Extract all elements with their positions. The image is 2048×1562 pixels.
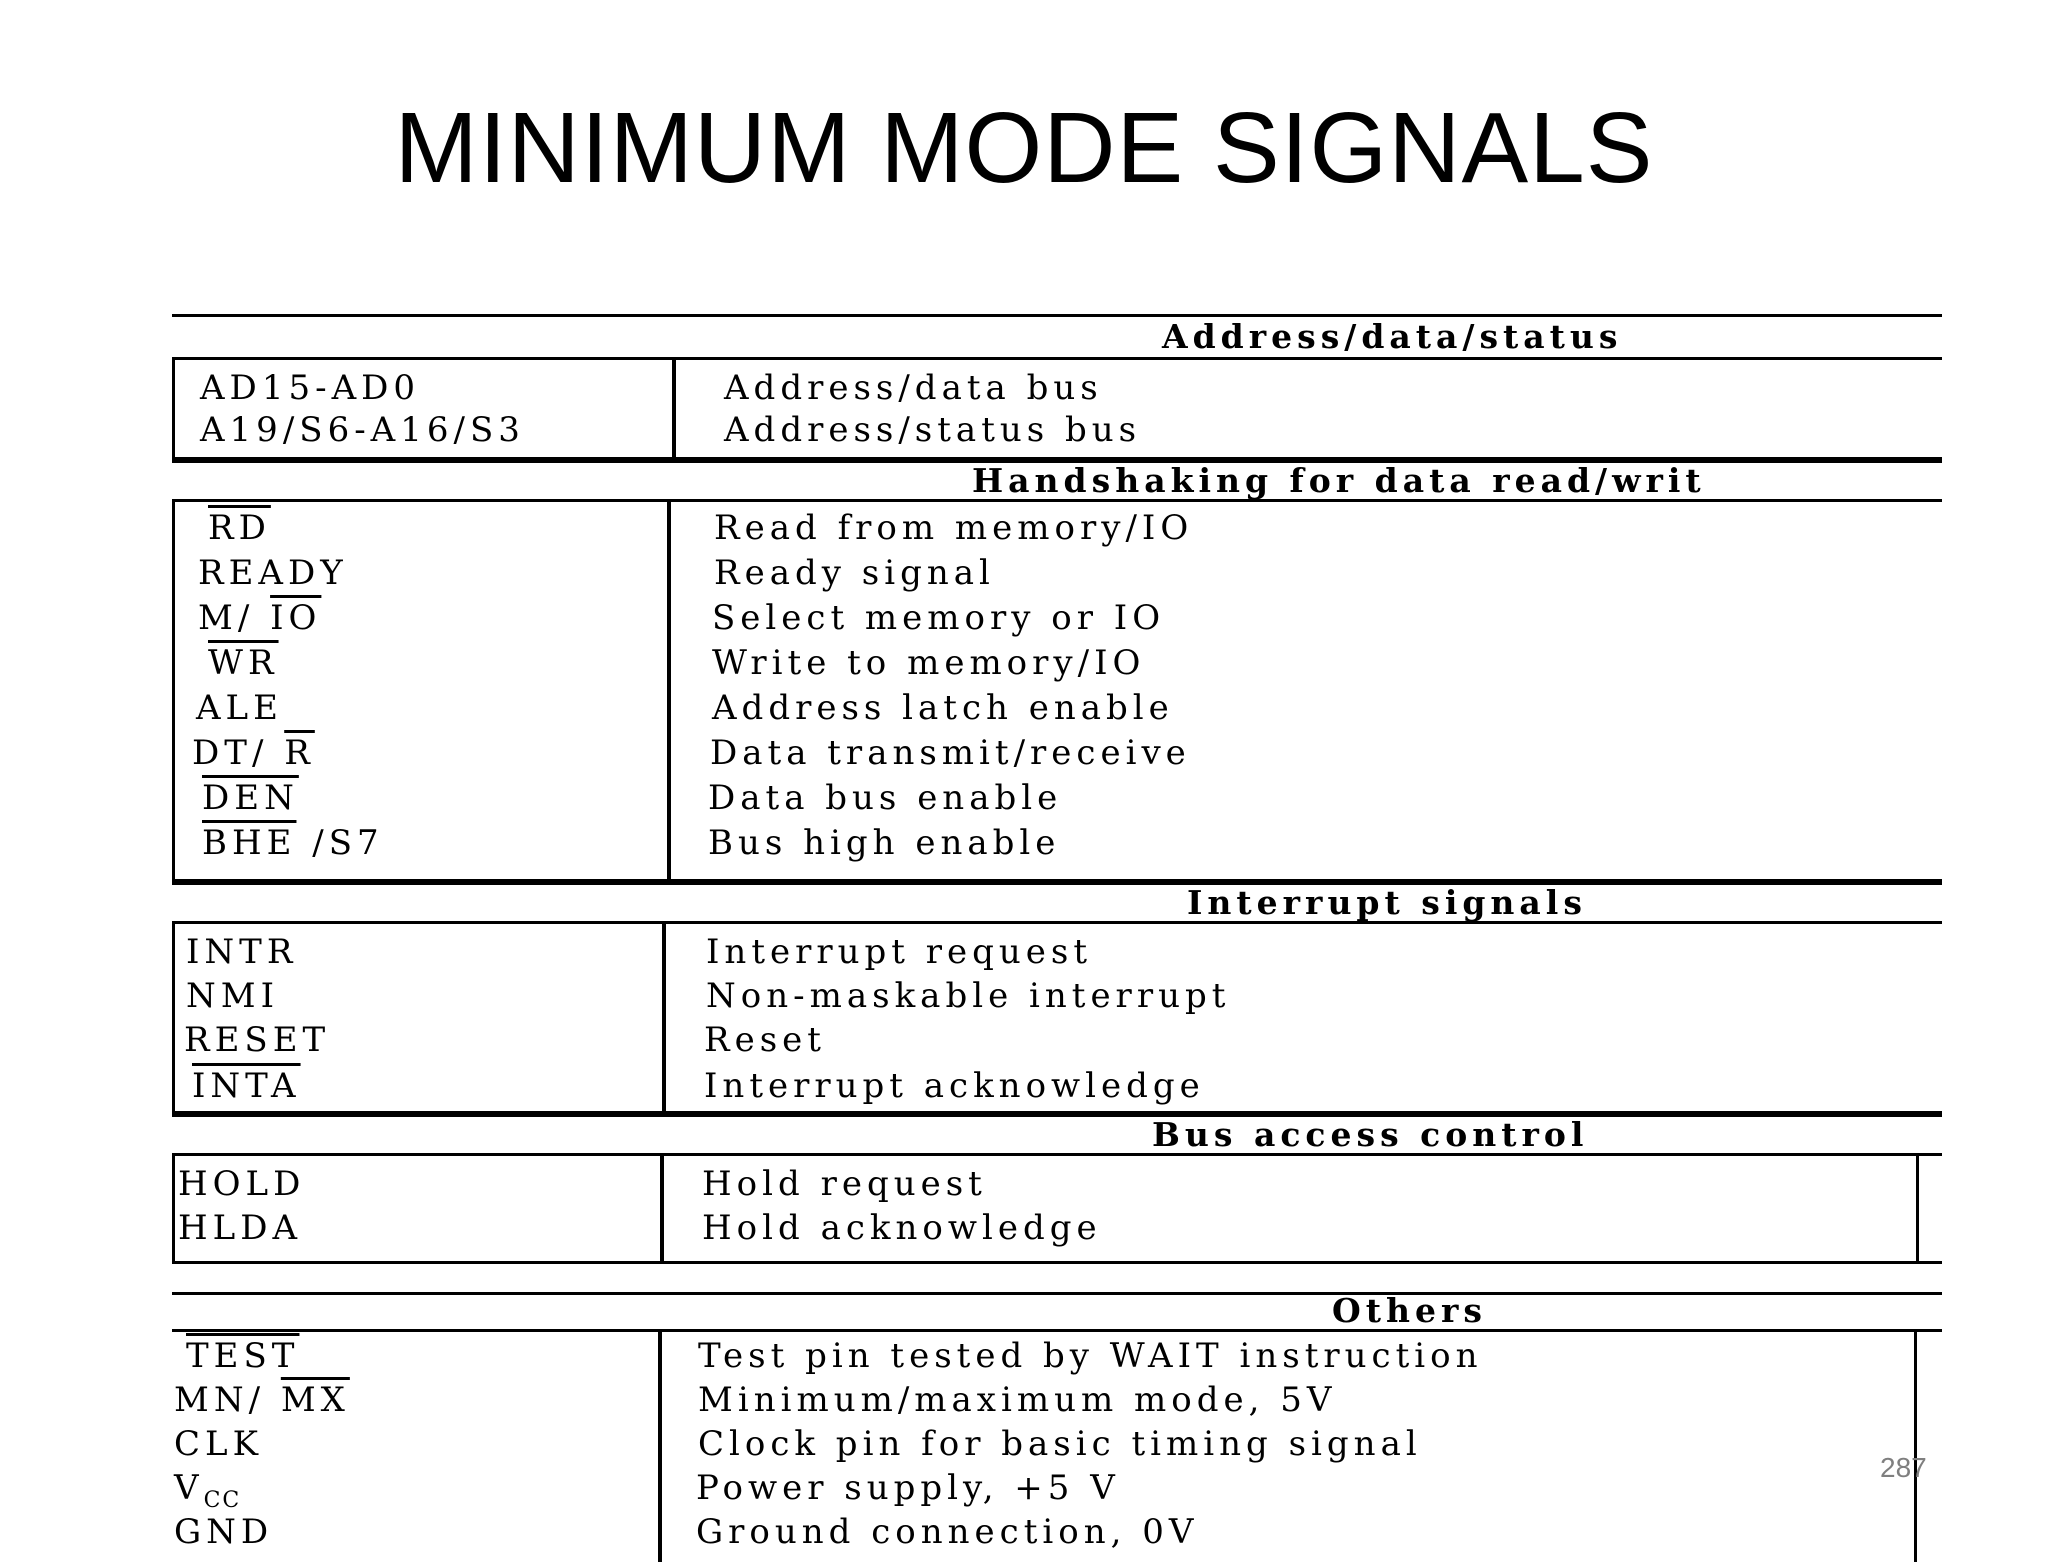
table-row — [172, 821, 1942, 865]
table-row — [172, 1018, 1942, 1062]
section-header-address — [172, 314, 1942, 360]
signal-description: Bus high enable — [708, 823, 1061, 863]
section-header-label: Others — [1332, 1291, 1487, 1330]
signal-name: AD15-AD0 — [200, 368, 421, 408]
signal-name: CLK — [174, 1424, 263, 1464]
signal-description: Ground connection, 0V — [696, 1512, 1199, 1552]
signal-description: Address latch enable — [712, 688, 1174, 728]
signal-name — [198, 596, 321, 640]
signal-name: NMI — [186, 976, 279, 1016]
section-header-label: Interrupt signals — [1187, 883, 1587, 922]
signal-description: Hold request — [702, 1164, 987, 1204]
table-row — [172, 551, 1942, 595]
signal-name: $\overline{DEN}$ — [202, 778, 299, 818]
signal-name: $\overline{RD}$ — [208, 508, 271, 548]
page-number: 287 — [1880, 1452, 1927, 1483]
table-row — [172, 731, 1942, 775]
section-header-others — [172, 1292, 1942, 1332]
table-row — [172, 974, 1942, 1018]
signal-name-part: $\overline{R}$ — [284, 733, 315, 773]
signal-name: ALE — [196, 688, 283, 728]
signal-name: INTR — [186, 932, 298, 972]
table-row — [172, 930, 1942, 974]
table-row — [172, 1422, 1942, 1466]
signal-description: Hold acknowledge — [702, 1208, 1102, 1248]
signal-name: READY — [198, 553, 348, 593]
signal-description: Address/status bus — [724, 410, 1142, 450]
signal-description: Clock pin for basic timing signal — [698, 1424, 1422, 1464]
table-row — [172, 1466, 1942, 1513]
table-row — [172, 1162, 1942, 1206]
section-header-label: Address/data/status — [1162, 317, 1623, 356]
signal-name-part: $\overline{IO}$ — [270, 598, 322, 638]
section-body-interrupt — [172, 924, 1942, 1114]
signal-description: Read from memory/IO — [714, 508, 1194, 548]
signal-description: Data bus enable — [708, 778, 1063, 818]
table-row — [172, 776, 1942, 820]
signal-name — [202, 821, 384, 865]
signal-name-part: $\overline{BHE}$ — [202, 823, 297, 863]
signal-description: Interrupt acknowledge — [704, 1066, 1205, 1106]
table-row — [172, 1378, 1942, 1422]
signal-name-part: M/ — [198, 598, 271, 638]
signal-description: Ready signal — [714, 553, 995, 593]
signal-name — [174, 1378, 350, 1422]
signal-name-part: V — [174, 1468, 204, 1508]
section-body-address — [172, 360, 1942, 460]
signal-description: Write to memory/IO — [712, 643, 1146, 683]
signal-name-part: /S7 — [296, 823, 384, 863]
signal-description: Minimum/maximum mode, 5V — [698, 1380, 1337, 1420]
signal-description: Test pin tested by WAIT instruction — [698, 1336, 1483, 1376]
signal-name-part: MN/ — [174, 1380, 281, 1420]
signal-name: HOLD — [178, 1164, 306, 1204]
signal-name-part: $\overline{MX}$ — [280, 1380, 350, 1420]
signal-name: RESET — [184, 1020, 331, 1060]
section-header-label: Bus access control — [1152, 1115, 1589, 1154]
signal-description: Power supply, +5 V — [696, 1468, 1120, 1508]
section-body-handshaking — [172, 502, 1942, 882]
signal-description: Interrupt request — [706, 932, 1093, 972]
signal-table — [172, 314, 1920, 1552]
signal-name — [192, 731, 315, 775]
signal-name-subscript: CC — [203, 1488, 242, 1513]
table-row — [172, 1510, 1942, 1554]
table-row — [172, 1064, 1942, 1108]
signal-name: GND — [174, 1512, 274, 1552]
section-header-bus-access — [172, 1114, 1942, 1156]
signal-description: Select memory or IO — [712, 598, 1166, 638]
table-row — [172, 408, 1942, 452]
table-row — [172, 596, 1942, 640]
table-row — [172, 1334, 1942, 1378]
section-body-bus-access — [172, 1156, 1942, 1264]
signal-name: A19/S6-A16/S3 — [200, 410, 525, 450]
signal-name: HLDA — [178, 1208, 303, 1248]
table-row — [172, 506, 1942, 550]
signal-description: Reset — [704, 1020, 826, 1060]
slide-title: MINIMUM MODE SIGNALS — [394, 92, 1654, 204]
signal-name: INTA — [192, 1066, 301, 1106]
section-header-handshaking — [172, 460, 1942, 502]
section-header-interrupt — [172, 882, 1942, 924]
table-row — [172, 641, 1942, 685]
section-body-others — [172, 1332, 1942, 1562]
table-row — [172, 686, 1942, 730]
signal-description: Data transmit/receive — [710, 733, 1191, 773]
signal-name: TEST — [186, 1336, 300, 1376]
table-row — [172, 1206, 1942, 1250]
section-header-label: Handshaking for data read/writ — [972, 461, 1706, 500]
signal-description: Address/data bus — [724, 368, 1103, 408]
signal-description: Non-maskable interrupt — [706, 976, 1231, 1016]
signal-name: $\overline{WR}$ — [208, 643, 279, 683]
signal-name-part: DT/ — [192, 733, 285, 773]
table-row — [172, 366, 1942, 410]
